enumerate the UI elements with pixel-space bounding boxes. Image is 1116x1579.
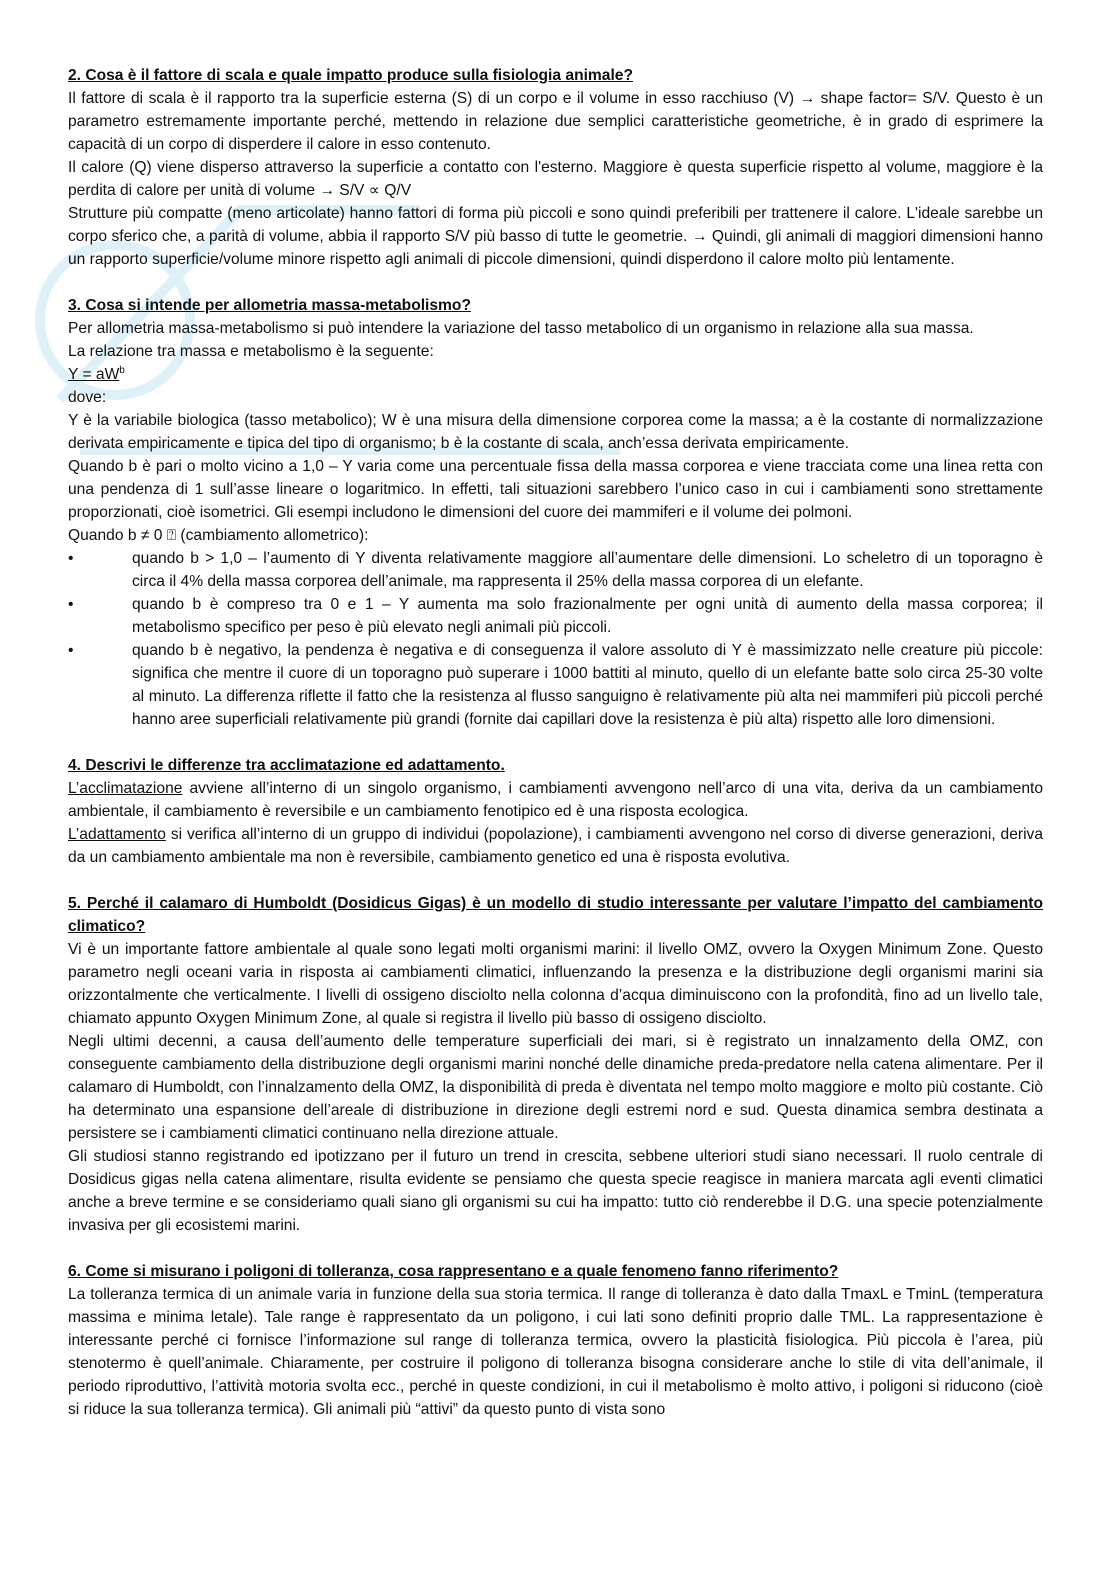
paragraph (68, 386, 1043, 409)
section-heading: 3. Cosa si intende per allometria massa-metabolismo? (68, 297, 471, 314)
bullet-icon: • (68, 550, 74, 567)
underlined-term: L’acclimatazione (68, 780, 183, 797)
underlined-term: Y = aW (68, 366, 120, 383)
bullet-item (68, 593, 1043, 639)
text-run: Vi è un importante fattore ambientale al quale sono legati molti organismi marini: il livello OMZ, ovvero la Oxygen Minimum Zone. Questo parametro negli oceani varia in risposta ai cambiamenti climatici, influenzando la presenza e la distribuzione degli organismi marini sia orizzontalmente che verticalmente. I livelli di ossigeno disciolto nella colonna d’acqua diminuiscono con la profondità, fino ad un livello tale, chiamato appunto Oxygen Minimum Zone, al quale si registra il livello più basso di ossigeno disciolto. (68, 941, 1043, 1027)
paragraph (68, 777, 1043, 823)
paragraph (68, 409, 1043, 455)
paragraph (68, 1283, 1043, 1421)
text-run: Il fattore di scala è il rapporto tra la superficie esterna (S) di un corpo e il volume in esso racchiuso (V) → shape factor= S/V. Questo è un parametro estremamente importante perché, mettendo in relazione due semplici caratteristiche geometriche, è in grado di esprimere la capacità di un corpo di disperdere il calore in esso contenuto. (68, 90, 1043, 153)
text-run: dove: (68, 389, 107, 406)
section (68, 294, 1043, 731)
section-heading: 4. Descrivi le differenze tra acclimatazione ed adattamento. (68, 757, 505, 774)
paragraph (68, 156, 1043, 202)
bullet-text: quando b è negativo, la pendenza è negativa e di conseguenza il valore assoluto di Y è massimizzato nelle creature più piccole: significa che mentre il cuore di un toporagno può superare i 1000 battiti al minuto, quello di un elefante batte solo circa 25-30 volte al minuto. La differenza riflette il fatto che la resistenza al flusso sanguigno è relativamente più alta nei mammiferi più piccoli perché hanno aree superficiali relativamente più grandi (fornite dai capillari dove la resistenza è più alta) rispetto alle loro dimensioni. (132, 642, 1043, 728)
text-run: Per allometria massa-metabolismo si può intendere la variazione del tasso metabolico di un organismo in relazione alla sua massa. (68, 320, 974, 337)
paragraph (68, 1030, 1043, 1145)
underlined-term: L’adattamento (68, 826, 166, 843)
paragraph (68, 455, 1043, 524)
bullet-item (68, 547, 1043, 593)
bullet-item (68, 639, 1043, 731)
document-page (68, 64, 1043, 1444)
section (68, 1260, 1043, 1421)
bullet-icon: • (68, 642, 74, 659)
text-run: Quando b è pari o molto vicino a 1,0 – Y varia come una percentuale fissa della massa corporea e viene tracciata come una linea retta con una pendenza di 1 sull’asse lineare o logaritmico. In effetti, tali situazioni sarebbero l’unico caso in cui i cambiamenti sono strettamente proporzionati, cioè isometrici. Gli esempi includono le dimensioni del cuore dei mammiferi e il volume dei polmoni. (68, 458, 1043, 521)
bullet-icon: • (68, 596, 74, 613)
bullet-text: quando b > 1,0 – l’aumento di Y diventa relativamente maggiore all’aumentare delle dimensioni. Lo scheletro di un toporagno è circa il 4% della massa corporea dell’animale, ma rappresenta il 25% della massa corporea di un elefante. (132, 550, 1043, 590)
text-run: Y è la variabile biologica (tasso metabolico); W è una misura della dimensione corporea come la massa; a è la costante di normalizzazione derivata empiricamente e tipica del tipo di organismo; b è la costante di scala, anch’essa derivata empiricamente. (68, 412, 1043, 452)
paragraph (68, 87, 1043, 156)
section-heading: 5. Perché il calamaro di Humboldt (Dosidicus Gigas) è un modello di studio interessante per valutare l’impatto del cambiamento climatico? (68, 895, 1043, 935)
text-run: Il calore (Q) viene disperso attraverso la superficie a contatto con l'esterno. Maggiore è questa superficie rispetto al volume, maggiore è la perdita di calore per unità di volume → S/V ∝ Q/V (68, 159, 1043, 199)
section (68, 892, 1043, 1237)
text-run: Negli ultimi decenni, a causa dell’aumento delle temperature superficiali dei mari, si è registrato un innalzamento della OMZ, con conseguente cambiamento della distribuzione degli organismi marini nonché delle dinamiche preda-predatore nella catena alimentare. Per il calamaro di Humboldt, con l’innalzamento della OMZ, la disponibilità di preda è diventata nel tempo molto maggiore e molto più costante. Ciò ha determinato una espansione dell’areale di distribuzione in direzione degli estremi nord e sud. Questa dinamica sembra destinata a persistere se i cambiamenti climatici continuano nella direzione attuale. (68, 1033, 1043, 1142)
paragraph (68, 317, 1043, 340)
text-run: Gli studiosi stanno registrando ed ipotizzano per il futuro un trend in crescita, sebbene ulteriori studi siano necessari. Il ruolo centrale di Dosidicus gigas nella catena alimentare, risulta evidente se pensiamo che questa specie reagisce in maniera marcata agli eventi climatici anche a breve termine e se consideriamo quali siano gli organismi su cui ha impatto: tutto ciò renderebbe il D.G. una specie potenzialmente invasiva per gli ecosistemi marini. (68, 1148, 1043, 1234)
paragraph (68, 202, 1043, 271)
section-heading: 2. Cosa è il fattore di scala e quale impatto produce sulla fisiologia animale? (68, 67, 633, 84)
paragraph (68, 823, 1043, 869)
text-run: avviene all’interno di un singolo organismo, i cambiamenti avvengono nell’arco di una vita, deriva da un cambiamento ambientale, il cambiamento è reversibile e un cambiamento fenotipico ed è una risposta ecologica. (68, 780, 1043, 820)
bullet-text: quando b è compreso tra 0 e 1 – Y aumenta ma solo frazionalmente per ogni unità di aumento della massa corporea; il metabolismo specifico per peso è più elevato negli animali più piccoli. (132, 596, 1043, 636)
text-run: Quando b ≠ 0 ⍰ (cambiamento allometrico): (68, 527, 369, 544)
paragraph (68, 1145, 1043, 1237)
paragraph (68, 340, 1043, 363)
text-run: La tolleranza termica di un animale varia in funzione della sua storia termica. Il range di tolleranza è dato dalla TmaxL e TminL (temperatura massima e minima letale). Tale range è rappresentato da un poligono, i cui lati sono definiti proprio dalle TML. La rappresentazione è interessante perché ci fornisce l’informazione sul range di tolleranza termica, ovvero la plasticità fisiologica. Più piccola è l’area, più stenotermo è quell’animale. Chiaramente, per costruire il poligono di tolleranza bisogna considerare anche lo stile di vita dell’animale, il periodo riproduttivo, l’attività motoria svolta ecc., perché in queste condizioni, in cui il metabolismo è molto attivo, i poligoni si riducono (cioè si riduce la sua tolleranza termica). Gli animali più “attivi” da questo punto di vista sono (68, 1286, 1043, 1418)
section (68, 754, 1043, 869)
superscript: b (119, 364, 125, 376)
paragraph (68, 938, 1043, 1030)
text-run: Strutture più compatte (meno articolate) hanno fattori di forma più piccoli e sono quindi preferibili per trattenere il calore. L'ideale sarebbe un corpo sferico che, a parità di volume, abbia il rapporto S/V più basso di tutte le geometrie. → Quindi, gli animali di maggiori dimensioni hanno un rapporto superficie/volume minore rispetto agli animali di piccole dimensioni, quindi disperdono il calore molto più lentamente. (68, 205, 1043, 268)
paragraph (68, 524, 1043, 547)
section-heading: 6. Come si misurano i poligoni di tolleranza, cosa rappresentano e a quale fenomeno fanno riferimento? (68, 1263, 839, 1280)
section (68, 64, 1043, 271)
text-run: La relazione tra massa e metabolismo è la seguente: (68, 343, 434, 360)
text-run: si verifica all’interno di un gruppo di individui (popolazione), i cambiamenti avvengono nel corso di diverse generazioni, deriva da un cambiamento ambientale ma non è reversibile, cambiamento genetico ed una è risposta evolutiva. (68, 826, 1043, 866)
paragraph (68, 363, 1043, 386)
